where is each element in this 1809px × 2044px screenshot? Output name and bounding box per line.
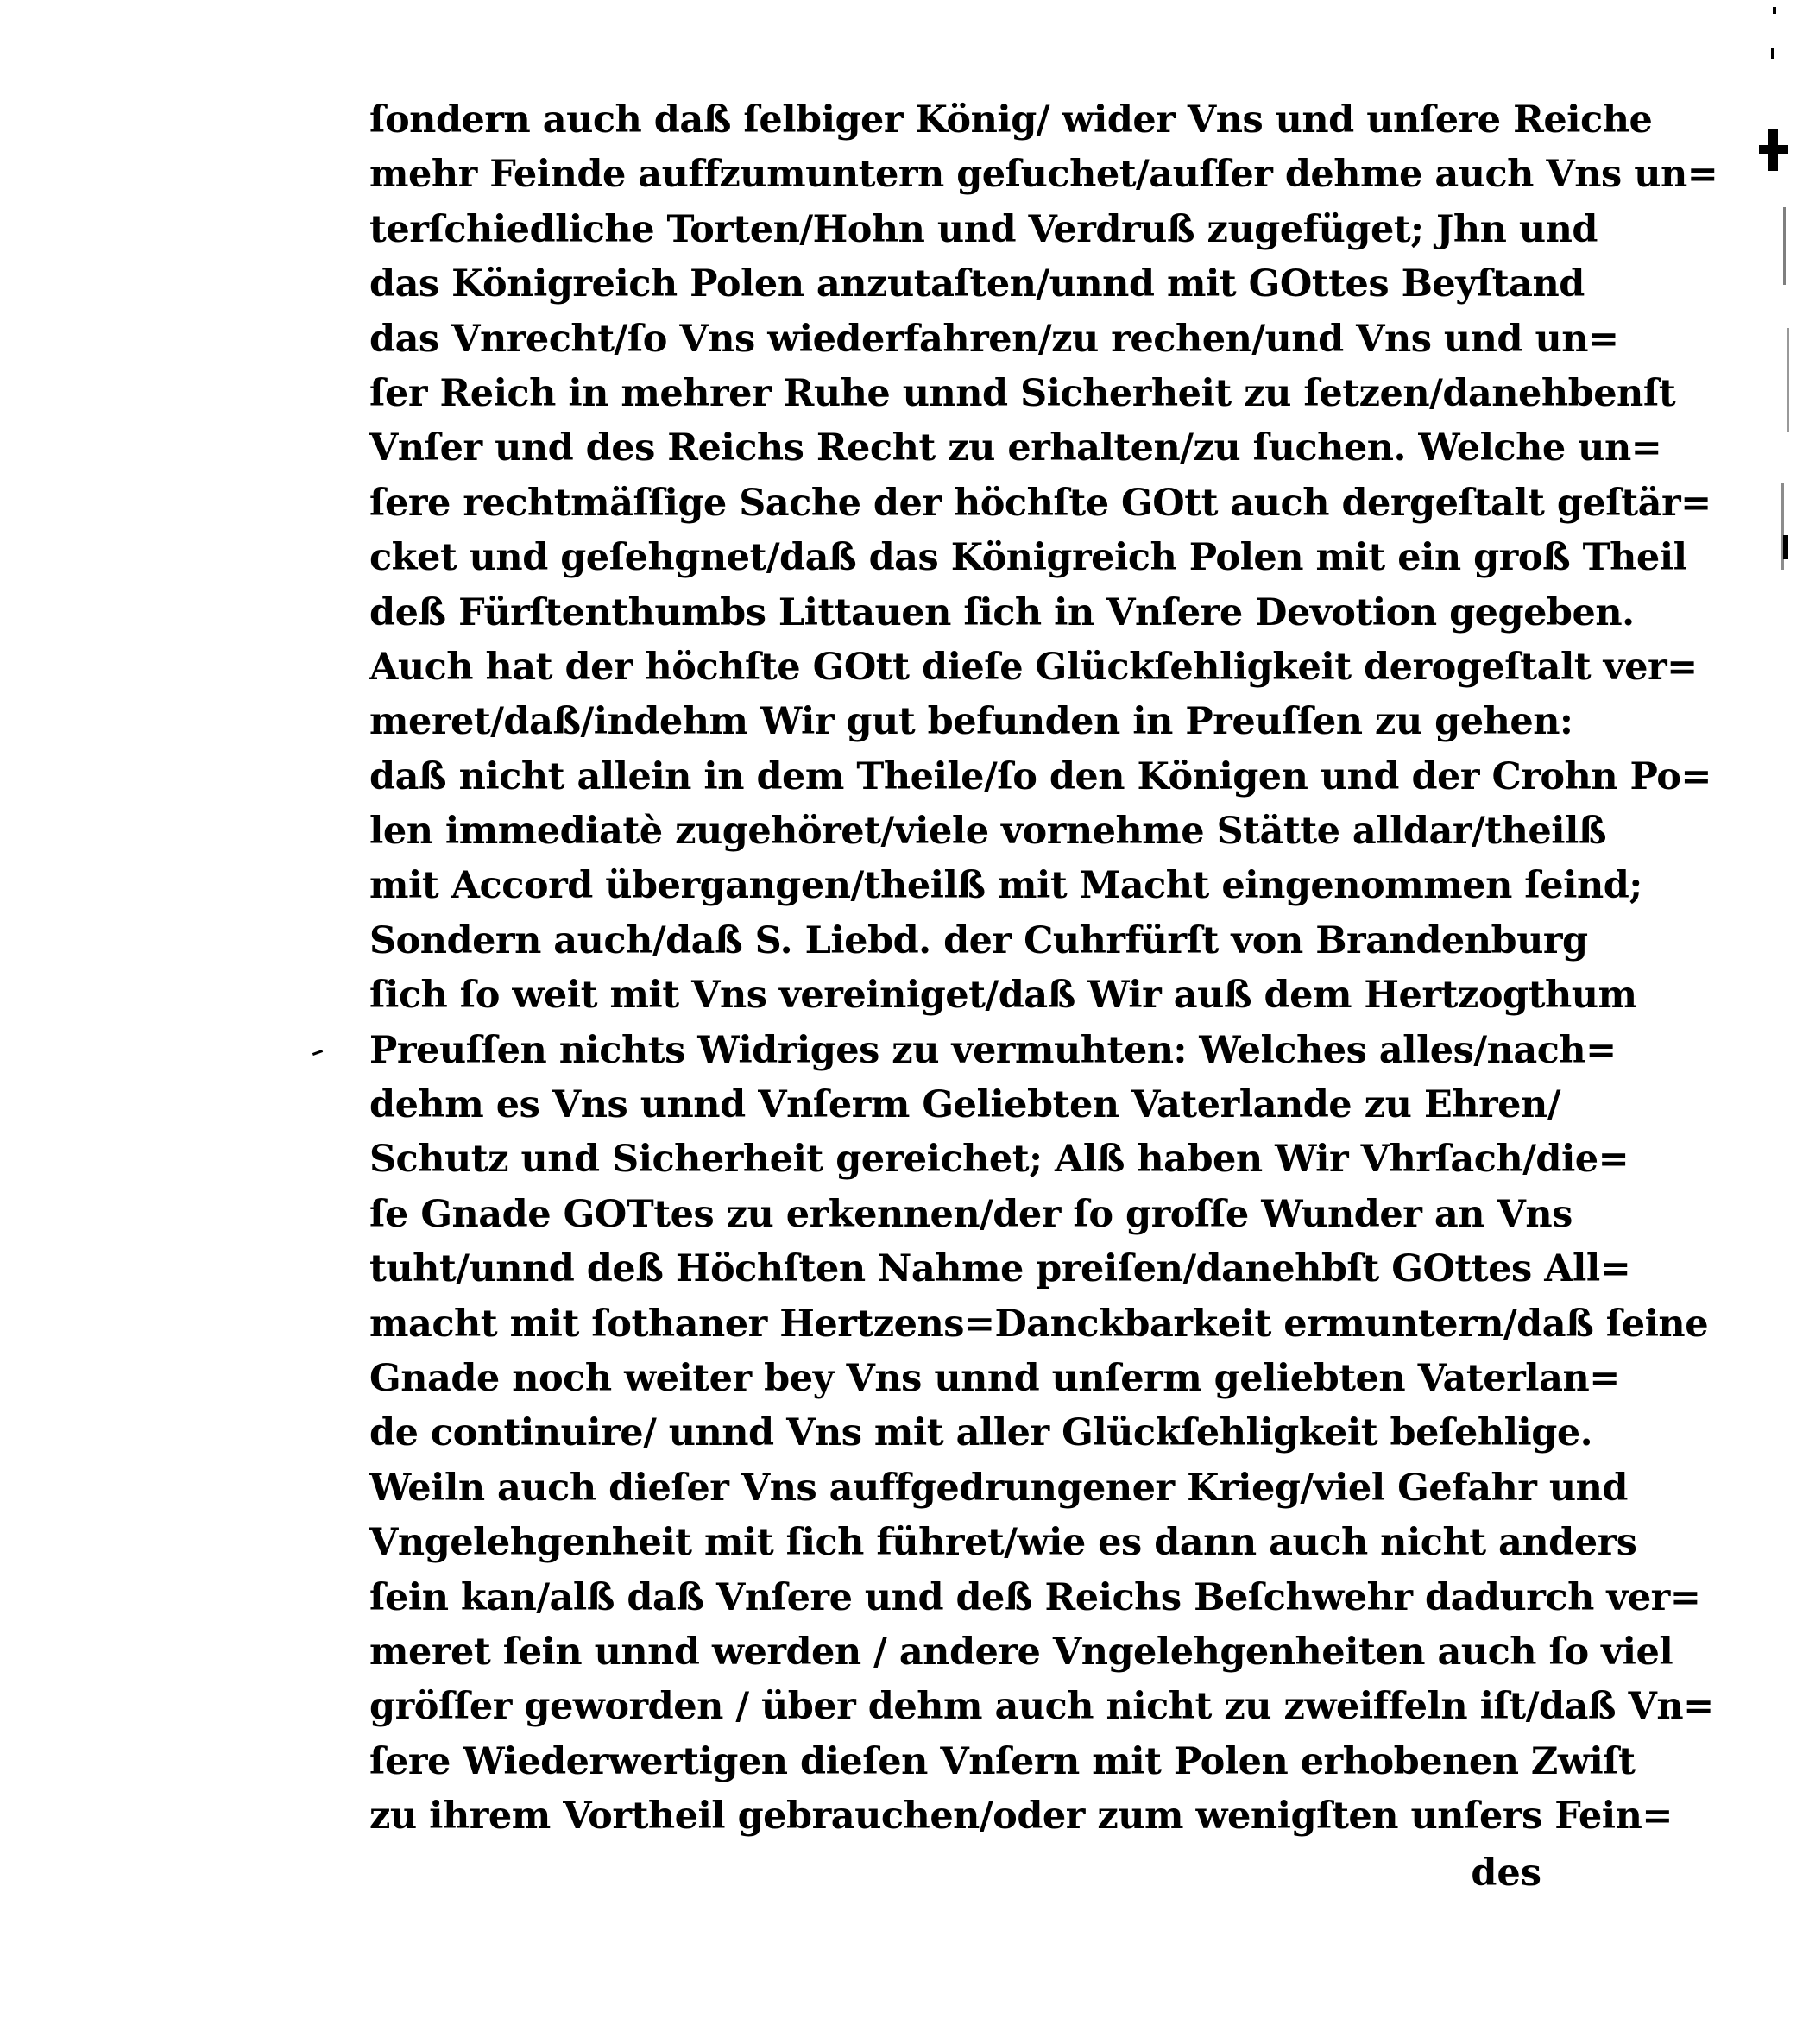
- edge-mark: [1783, 535, 1788, 559]
- text-line: Vnſer und des Reichs Recht zu erhalten/zu ſuchen. Welche un=: [369, 426, 1662, 470]
- edge-mark: [1787, 328, 1789, 432]
- text-line: zu ihrem Vortheil gebrauchen/oder zum wenigſten unſers Fein=: [369, 1795, 1673, 1839]
- text-line: das Königreich Polen anzutaſten/unnd mit GOttes Beyſtand: [369, 262, 1585, 306]
- text-line: meret ſein unnd werden / andere Vngelehgenheiten auch ſo viel: [369, 1630, 1673, 1674]
- text-line: len immediatè zugehöret/viele vornehme Stätte alldar/theilß: [369, 810, 1607, 854]
- text-line: terſchiedliche Torten/Hohn und Verdruß zugefüget; Jhn und: [369, 207, 1598, 251]
- text-line: Schutz und Sicherheit gereichet; Alß haben Wir Vhrſach/die=: [369, 1138, 1629, 1182]
- text-line: Weiln auch dieſer Vns auffgedrungener Krieg/viel Gefahr und: [369, 1466, 1628, 1510]
- text-line: Auch hat der höchſte GOtt dieſe Glückſehligkeit derogeſtalt ver=: [369, 645, 1698, 689]
- text-line: ſer Reich in mehrer Ruhe unnd Sicherheit zu ſetzen/danehbenſt: [369, 371, 1676, 415]
- text-line: daß nicht allein in dem Theile/ſo den Königen und der Crohn Po=: [369, 754, 1711, 798]
- text-line: ſondern auch daß ſelbiger König/ wider Vns und unſere Reiche: [369, 98, 1653, 142]
- text-line: mehr Feinde auffzumuntern geſuchet/auſſer dehme auch Vns un=: [369, 153, 1718, 197]
- edge-mark: [1773, 7, 1776, 14]
- text-line: das Vnrecht/ſo Vns wiederfahren/zu rechen/und Vns und un=: [369, 317, 1619, 361]
- text-line: Vngelehgenheit mit ſich führet/wie es dann auch nicht anders: [369, 1521, 1637, 1565]
- text-line: mit Accord übergangen/theilß mit Macht eingenommen ſeind;: [369, 864, 1642, 908]
- text-line: meret/daß/indehm Wir gut befunden in Preuſſen zu gehen:: [369, 700, 1573, 744]
- text-line: ſere rechtmäſſige Sache der höchſte GOtt auch dergeſtalt geſtär=: [369, 481, 1711, 525]
- edge-mark: [1783, 207, 1786, 285]
- text-line: macht mit ſothaner Hertzens=Danckbarkeit ermuntern/daß ſeine: [369, 1302, 1709, 1346]
- stray-ink-mark: [312, 1050, 323, 1056]
- edge-mark: [1768, 129, 1778, 171]
- text-line: ſe Gnade GOTtes zu erkennen/der ſo groſſe Wunder an Vns: [369, 1192, 1573, 1236]
- page-edge-artifacts: [1749, 0, 1809, 656]
- text-line: deß Fürſtenthumbs Littauen ſich in Vnſere Devotion gegeben.: [369, 590, 1635, 634]
- text-line: Preuſſen nichts Widriges zu vermuhten: Welches alles/nach=: [369, 1028, 1617, 1072]
- catchword: des: [1471, 1852, 1541, 1895]
- edge-mark: [1771, 48, 1774, 59]
- text-line: Sondern auch/daß S. Liebd. der Cuhrfürſt von Brandenburg: [369, 918, 1588, 962]
- text-line: tuht/unnd deß Höchſten Nahme preiſen/danehbſt GOttes All=: [369, 1247, 1631, 1291]
- text-line: dehm es Vns unnd Vnſerm Geliebten Vaterlande zu Ehren/: [369, 1083, 1560, 1127]
- text-line: ſein kan/alß daß Vnſere und deß Reichs Beſchwehr dadurch ver=: [369, 1575, 1701, 1619]
- text-line: ſich ſo weit mit Vns vereiniget/daß Wir auß dem Hertzogthum: [369, 974, 1637, 1018]
- text-line: cket und geſehgnet/daß das Königreich Polen mit ein groß Theil: [369, 536, 1687, 580]
- text-line: de continuire/ unnd Vns mit aller Glückſehligkeit beſehlige.: [369, 1411, 1593, 1455]
- body-text: [369, 93, 1718, 1845]
- text-line: Gnade noch weiter bey Vns unnd unſerm geliebten Vaterlan=: [369, 1356, 1620, 1400]
- text-line: gröſſer geworden / über dehm auch nicht zu zweiffeln iſt/daß Vn=: [369, 1685, 1714, 1729]
- text-line: ſere Wiederwertigen dieſen Vnſern mit Polen erhobenen Zwiſt: [369, 1739, 1636, 1783]
